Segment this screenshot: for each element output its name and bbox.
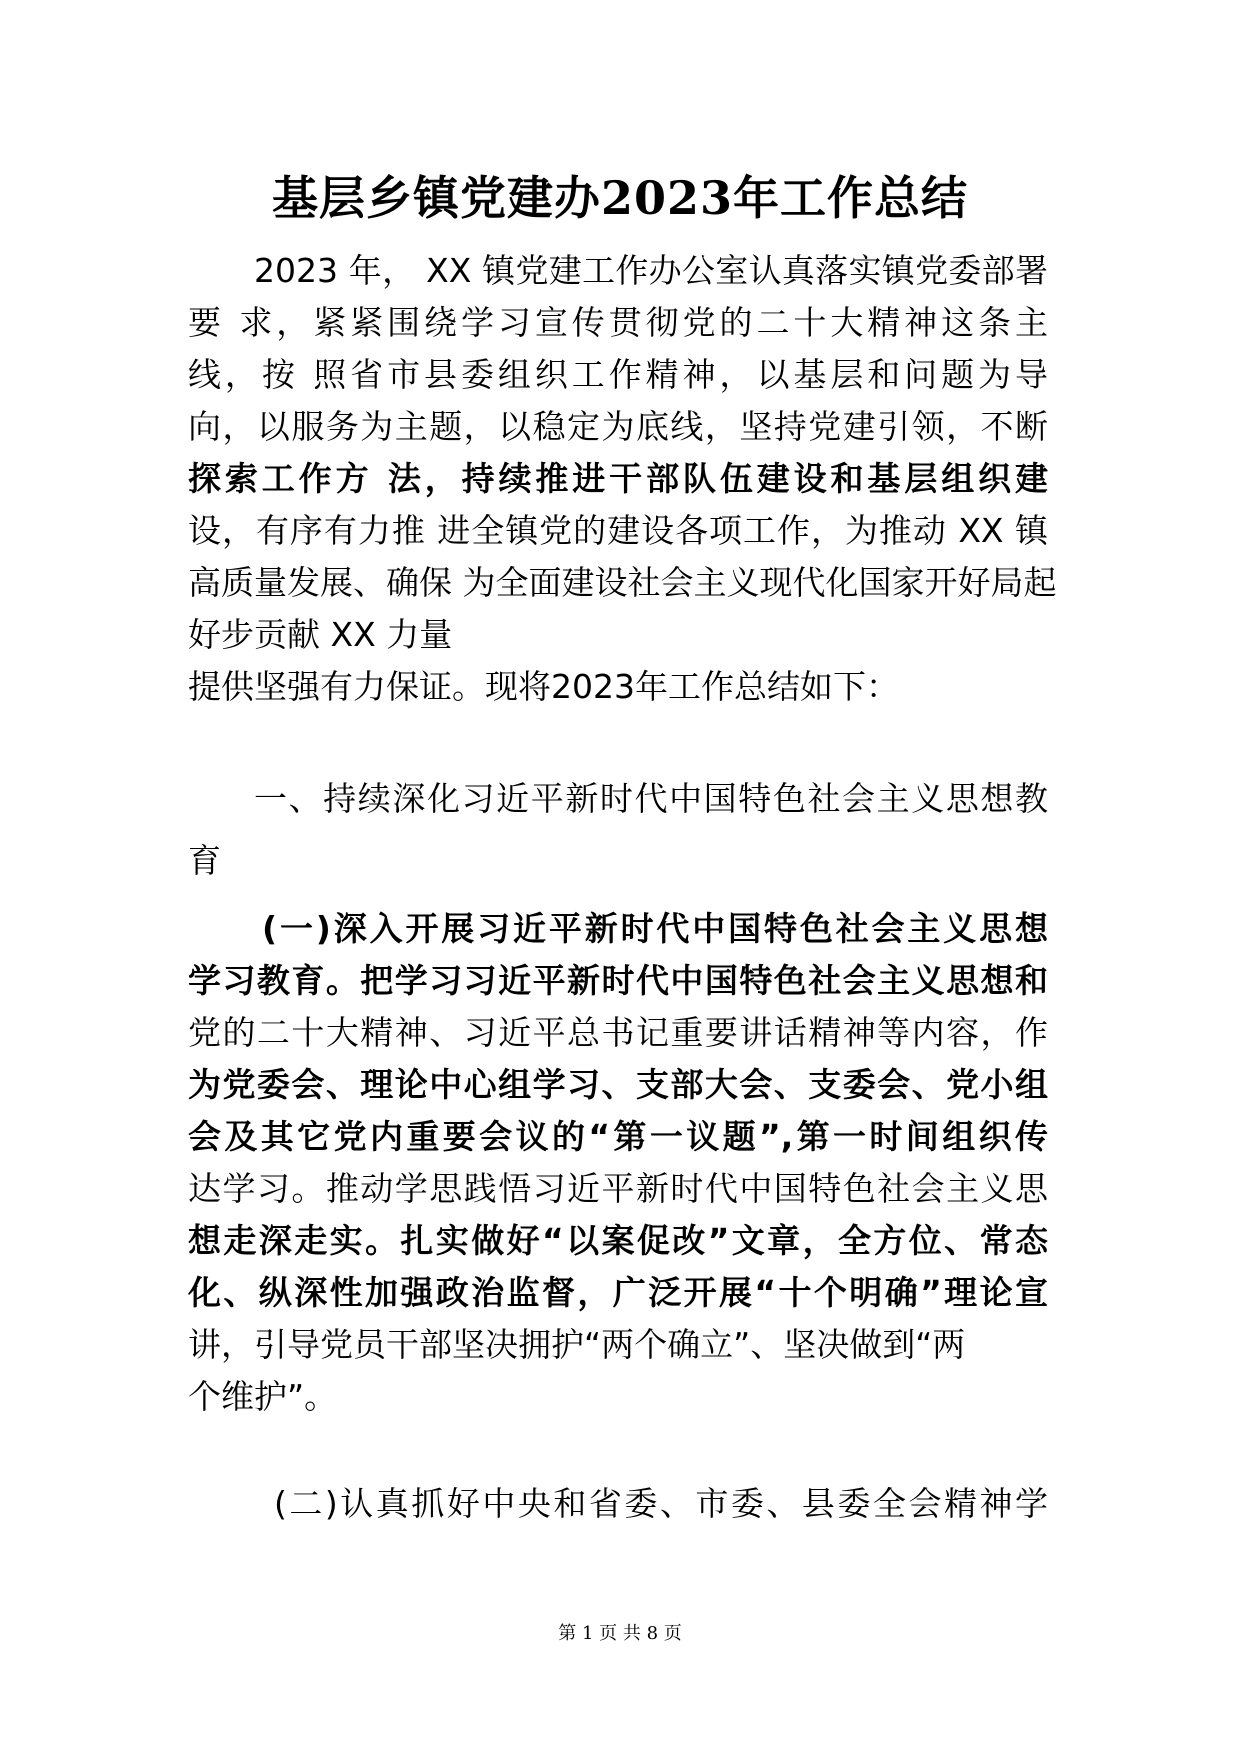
heading-line: 育 (188, 841, 221, 880)
text-line: 个维护”。 (188, 1377, 338, 1416)
subsection-1-paragraph (188, 903, 1048, 1423)
text-line: 好步贡献 XX 力量 (188, 615, 453, 654)
subsection-2-paragraph (188, 1478, 1048, 1530)
text-line: 探索工作方 法，持续推进干部队伍建设和基层组织建 (188, 459, 1048, 498)
text-line: 高质量发展、确保 为全面建设社会主义现代化国家开好局起 (188, 563, 1057, 602)
heading-line: 一、持续深化习近平新时代中国特色社会主义思想教 (254, 779, 1048, 818)
section-heading-1 (188, 768, 1048, 892)
text-line: 想走深走实。扎实做好“以案促改”文章，全方位、常态 (188, 1221, 1048, 1260)
subsection-heading-line: (一)深入开展习近平新时代中国特色社会主义思想 (262, 909, 1048, 948)
text-line: 要 求，紧紧围绕学习宣传贯彻党的二十大精神这条主 (188, 303, 1048, 342)
text-line: 会及其它党内重要会议的“第一议题”,第一时间组织传 (188, 1117, 1048, 1156)
document-title: 基层乡镇党建办2023年工作总结 (271, 171, 969, 225)
text-line: 达学习。推动学思践悟习近平新时代中国特色社会主义思 (188, 1169, 1048, 1208)
text-line: 学习教育。把学习习近平新时代中国特色社会主义思想和 (188, 961, 1048, 1000)
text-line: 线，按 照省市县委组织工作精神，以基层和问题为导 (188, 355, 1048, 394)
text-line: 化、纵深性加强政治监督，广泛开展“十个明确”理论宣 (188, 1273, 1048, 1312)
text-line: 设，有序有力推 进全镇党的建设各项工作，为推动 XX 镇 (188, 511, 1048, 550)
text-line: 为党委会、理论中心组学习、支部大会、支委会、党小组 (188, 1065, 1048, 1104)
intro-paragraph (188, 245, 1057, 713)
text-line: 党的二十大精神、习近平总书记重要讲话精神等内容，作 (188, 1013, 1048, 1052)
text-line: 提供坚强有力保证。现将2023年工作总结如下： (188, 667, 899, 706)
text-line: 2023 年， XX 镇党建工作办公室认真落实镇党委部署 (254, 251, 1048, 290)
text-line: 讲，引导党员干部坚决拥护“两个确立”、坚决做到“两 (188, 1325, 966, 1364)
subsection-heading-line: (二)认真抓好中央和省委、市委、县委全会精神学 (274, 1484, 1048, 1523)
page-number-footer: 第 1 页 共 8 页 (558, 1623, 682, 1644)
text-line: 向，以服务为主题，以稳定为底线，坚持党建引领，不断 (188, 407, 1048, 446)
